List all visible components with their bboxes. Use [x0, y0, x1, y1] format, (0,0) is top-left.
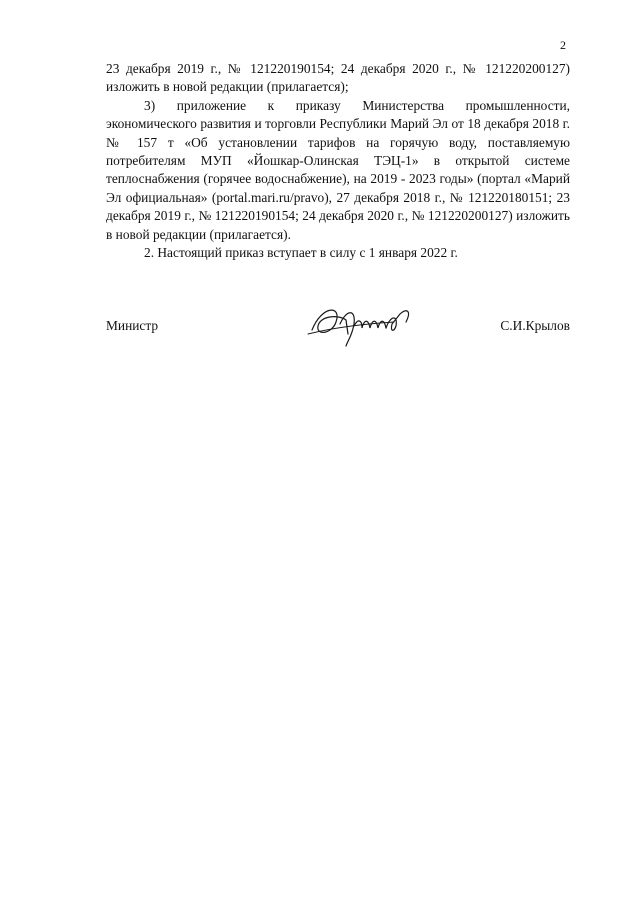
page-number: 2 — [560, 38, 566, 52]
document-body — [106, 60, 570, 262]
signature-block — [106, 300, 570, 360]
paragraph-effective-date: 2. Настоящий приказ вступает в силу с 1 января 2022 г. — [144, 245, 458, 261]
paragraph-item-3: 3) приложение к приказу Министерства промышленности, экономического развития и торговли Республики Марий Эл от 18 декабря 2018 г. № 157 т «Об установлении тарифов на горячую воду, поставляемую потребителям МУП «Йошкар-Олинская ТЭЦ-1» в открытой системе теплоснабжения (горячее водоснабжение), на 2019 - 2023 годы» (портал «Марий Эл официальная» (portal.mari.ru/pravo), 27 декабря 2018 г., № 121220180151; 23 декабря 2019 г., № 121220190154; 24 декабря 2020 г., № 121220200127) изложить в новой редакции (прилагается). — [106, 97, 570, 242]
signatory-title: Министр — [106, 318, 159, 333]
paragraph-continuation: 23 декабря 2019 г., № 121220190154; 24 декабря 2020 г., № 121220200127) изложить в новой редакции (прилагается); — [106, 61, 570, 95]
handwritten-signature — [302, 300, 432, 350]
signatory-name: С.И.Крылов — [500, 318, 570, 333]
